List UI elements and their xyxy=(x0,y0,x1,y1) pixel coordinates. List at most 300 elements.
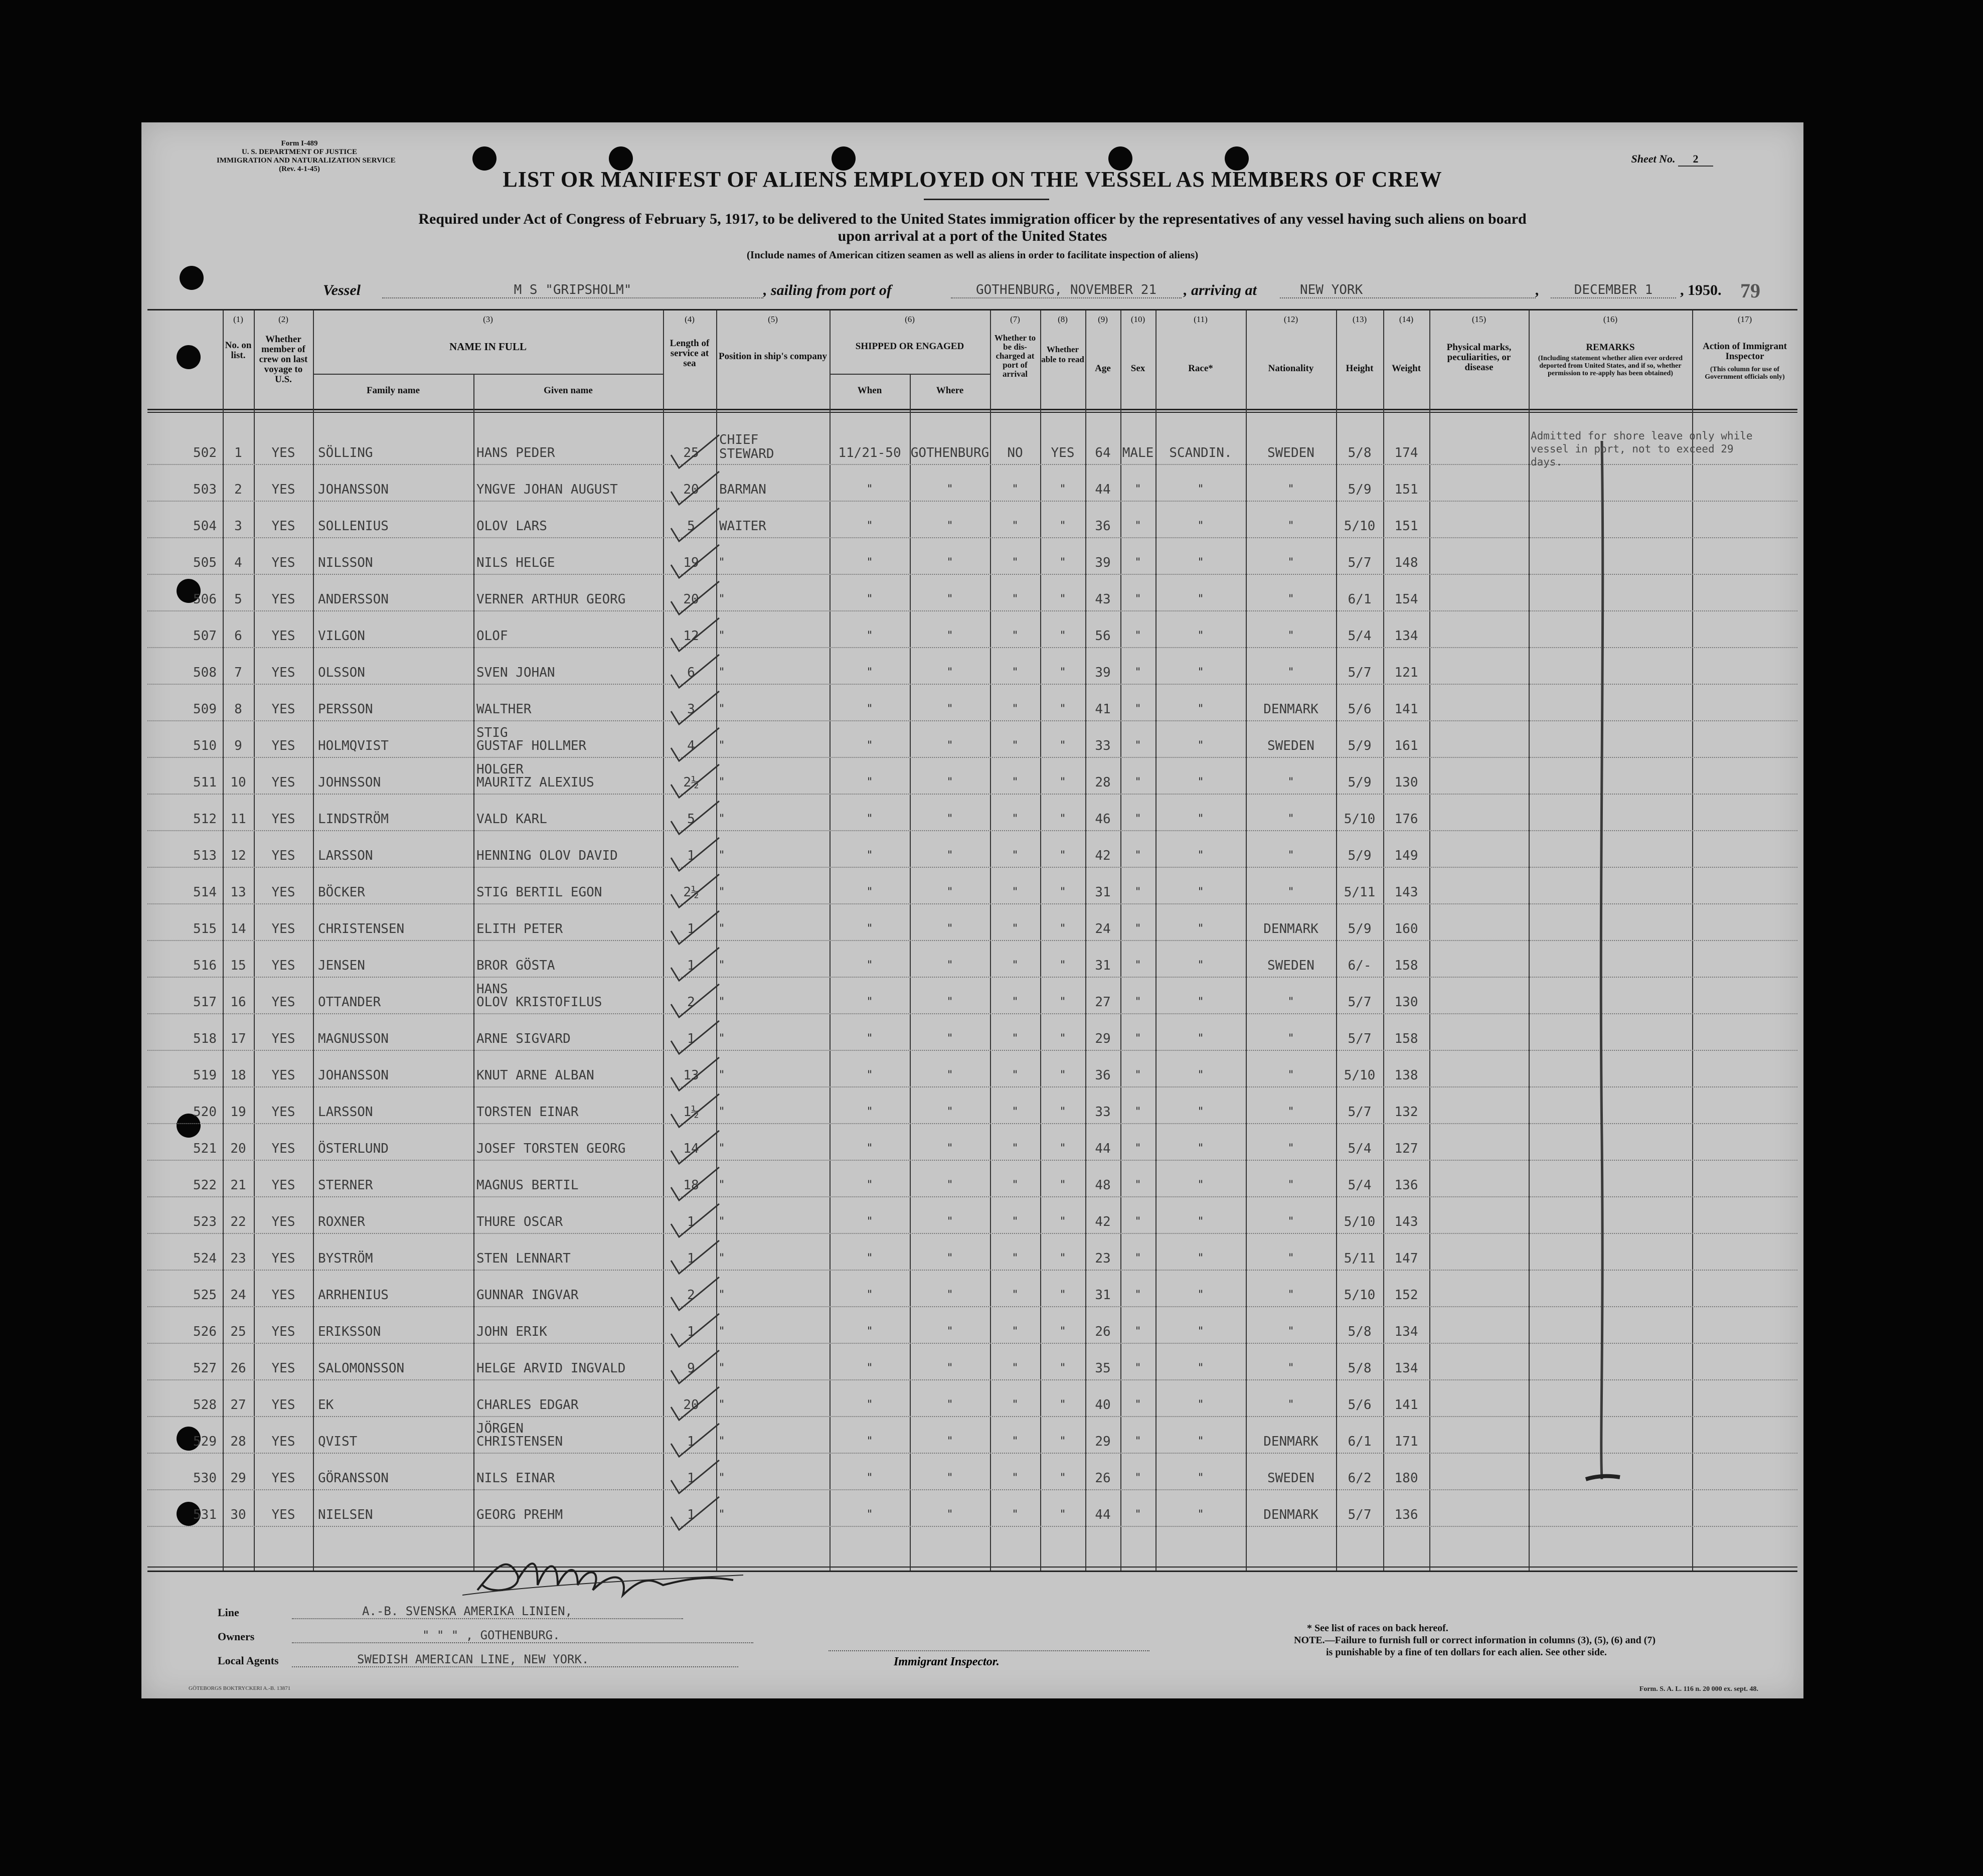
col-read-header: Whether able to read xyxy=(1041,345,1084,364)
vessel-name: M S "GRIPSHOLM" xyxy=(382,282,763,298)
serial-number: 508 xyxy=(193,665,217,680)
col-remarks-header: REMARKS xyxy=(1586,342,1635,353)
check-mark xyxy=(664,1383,724,1423)
height-cell: 5/10 xyxy=(1344,1068,1376,1083)
comma: , xyxy=(1536,282,1540,298)
serial-number: 505 xyxy=(193,555,217,570)
given-name-cell: SVEN JOHAN xyxy=(476,665,555,680)
serial-number: 515 xyxy=(193,921,217,936)
nationality-cell: " xyxy=(1288,849,1294,862)
height-cell: 6/2 xyxy=(1348,1471,1372,1486)
name-subrule xyxy=(313,374,663,375)
row-number: 29 xyxy=(230,1471,246,1486)
where-cell: " xyxy=(947,666,953,679)
serial-number: 521 xyxy=(193,1141,217,1156)
read-cell: " xyxy=(1060,1142,1066,1155)
row-baseline xyxy=(147,977,1797,978)
discharged-cell: " xyxy=(1012,1362,1018,1374)
row-baseline xyxy=(147,501,1797,502)
weight-cell: 147 xyxy=(1394,1251,1418,1266)
discharged-cell: " xyxy=(1012,483,1018,496)
serial-number: 513 xyxy=(193,848,217,863)
read-cell: " xyxy=(1060,593,1066,605)
check-mark xyxy=(664,614,724,654)
last-voyage-cell: YES xyxy=(271,555,295,570)
serial-number: 516 xyxy=(193,958,217,973)
row-baseline xyxy=(147,1160,1797,1161)
family-name-cell: SOLLENIUS xyxy=(318,519,389,534)
given-name-cell: ELITH PETER xyxy=(476,921,563,936)
row-baseline xyxy=(147,1013,1797,1014)
race-cell: " xyxy=(1198,1398,1204,1411)
given-name-cell: NILS EINAR xyxy=(476,1471,555,1486)
service-cell: 1½ xyxy=(683,1105,699,1120)
discharged-cell: NO xyxy=(1007,445,1023,460)
position-cell: " xyxy=(719,1179,725,1191)
read-cell: YES xyxy=(1051,445,1075,460)
age-cell: 44 xyxy=(1095,1507,1111,1522)
read-cell: " xyxy=(1060,1252,1066,1265)
discharged-cell: " xyxy=(1012,666,1018,679)
nationality-cell: " xyxy=(1288,1179,1294,1191)
col-10-number: (10) xyxy=(1130,315,1145,324)
height-cell: 5/10 xyxy=(1344,1214,1376,1229)
family-name-cell: NIELSEN xyxy=(318,1507,373,1522)
when-cell: " xyxy=(867,739,873,752)
col-8-number: (8) xyxy=(1058,315,1068,324)
when-cell: " xyxy=(867,1215,873,1228)
given-name-first-line: HOLGER xyxy=(476,762,524,777)
last-voyage-cell: YES xyxy=(271,519,295,534)
weight-cell: 136 xyxy=(1394,1507,1418,1522)
col-inspector-subheader: (This column for use of Government officials only) xyxy=(1705,366,1785,381)
col-given-header: Given name xyxy=(544,385,593,396)
given-name-cell: STIG BERTIL EGON xyxy=(476,885,602,900)
height-cell: 5/9 xyxy=(1348,848,1372,863)
family-name-cell: JOHANSSON xyxy=(318,482,389,497)
position-cell: " xyxy=(719,1325,725,1338)
check-mark xyxy=(664,907,724,947)
discharged-cell: " xyxy=(1012,996,1018,1008)
col-name-header: NAME IN FULL xyxy=(449,341,527,353)
service-cell: 1 xyxy=(687,958,695,973)
row-baseline xyxy=(147,574,1797,575)
position-cell: WAITER xyxy=(719,519,766,534)
service-cell: 25 xyxy=(683,445,699,460)
last-voyage-cell: YES xyxy=(271,775,295,790)
family-name-cell: LARSSON xyxy=(318,848,373,863)
check-mark xyxy=(664,687,724,727)
age-cell: 43 xyxy=(1095,592,1111,607)
race-cell: " xyxy=(1198,520,1204,532)
row-baseline xyxy=(147,867,1797,868)
row-number: 14 xyxy=(230,921,246,936)
family-name-cell: QVIST xyxy=(318,1434,358,1449)
when-cell: " xyxy=(867,922,873,935)
weight-cell: 151 xyxy=(1394,482,1418,497)
position-cell: " xyxy=(719,959,725,972)
where-cell: " xyxy=(947,1032,953,1045)
last-voyage-cell: YES xyxy=(271,1105,295,1120)
discharged-cell: " xyxy=(1012,1289,1018,1301)
when-cell: " xyxy=(867,1435,873,1448)
serial-number: 523 xyxy=(193,1214,217,1229)
family-name-cell: ROXNER xyxy=(318,1214,365,1229)
position-cell: " xyxy=(719,1472,725,1484)
note-fine: is punishable by a fine of ten dollars for each alien. See other side. xyxy=(1326,1647,1607,1658)
col-height-header: Height xyxy=(1346,363,1374,374)
col-1-number: (1) xyxy=(233,315,243,324)
weight-cell: 134 xyxy=(1394,629,1418,644)
age-cell: 64 xyxy=(1095,445,1111,460)
position-cell: CHIEF STEWARD xyxy=(719,432,774,461)
sex-cell: " xyxy=(1135,1508,1141,1521)
age-cell: 46 xyxy=(1095,812,1111,827)
age-cell: 23 xyxy=(1095,1251,1111,1266)
read-cell: " xyxy=(1060,1435,1066,1448)
weight-cell: 132 xyxy=(1394,1105,1418,1120)
age-cell: 39 xyxy=(1095,555,1111,570)
where-cell: " xyxy=(947,1362,953,1374)
nationality-cell: " xyxy=(1288,666,1294,679)
weight-cell: 121 xyxy=(1394,665,1418,680)
service-cell: 20 xyxy=(683,482,699,497)
when-cell: " xyxy=(867,703,873,715)
serial-number: 509 xyxy=(193,702,217,717)
when-cell: " xyxy=(867,959,873,972)
height-cell: 6/- xyxy=(1348,958,1372,973)
check-mark xyxy=(664,834,724,874)
agents-field xyxy=(292,1652,738,1667)
row-number: 23 xyxy=(230,1251,246,1266)
serial-number: 524 xyxy=(193,1251,217,1266)
check-mark xyxy=(664,1310,724,1350)
manifest-sheet xyxy=(141,122,1803,1698)
when-cell: " xyxy=(867,556,873,569)
where-cell: " xyxy=(947,483,953,496)
col-physical-header: Physical marks, peculiarities, or disease xyxy=(1446,342,1512,373)
col-race-header: Race* xyxy=(1188,363,1213,374)
col-when-header: When xyxy=(857,385,882,396)
race-cell: " xyxy=(1198,959,1204,972)
when-cell: " xyxy=(867,1362,873,1374)
weight-cell: 161 xyxy=(1394,738,1418,753)
weight-cell: 134 xyxy=(1394,1361,1418,1376)
row-number: 25 xyxy=(230,1324,246,1339)
discharged-cell: " xyxy=(1012,593,1018,605)
row-baseline xyxy=(147,1453,1797,1454)
col-nationality-header: Nationality xyxy=(1268,363,1314,374)
serial-number: 511 xyxy=(193,775,217,790)
given-name-cell: JOHN ERIK xyxy=(476,1324,547,1339)
family-name-cell: STERNER xyxy=(318,1178,373,1193)
race-cell: " xyxy=(1198,1179,1204,1191)
weight-cell: 143 xyxy=(1394,1214,1418,1229)
family-name-cell: JOHANSSON xyxy=(318,1068,389,1083)
family-name-cell: BYSTRÖM xyxy=(318,1251,373,1266)
race-cell: " xyxy=(1198,922,1204,935)
arrival-date-field xyxy=(1551,281,1676,298)
race-cell: " xyxy=(1198,776,1204,789)
nationality-cell: " xyxy=(1288,813,1294,825)
col-shipped-header: SHIPPED OR ENGAGED xyxy=(855,341,964,352)
form-identifier: Form I-489 U. S. DEPARTMENT OF JUSTICE IMMIGRATION AND NATURALIZATION SERVICE (Rev. 4-1-45) xyxy=(217,139,396,173)
header-rule xyxy=(147,409,1797,410)
subtitle-arrival: upon arrival at a port of the United States xyxy=(838,228,1107,244)
where-cell: " xyxy=(947,959,953,972)
sex-cell: " xyxy=(1135,1289,1141,1301)
weight-cell: 160 xyxy=(1394,921,1418,936)
where-cell: " xyxy=(947,556,953,569)
row-number: 17 xyxy=(230,1031,246,1046)
read-cell: " xyxy=(1060,1106,1066,1118)
last-voyage-cell: YES xyxy=(271,1397,295,1413)
sailing-field xyxy=(951,281,1182,298)
sex-cell: " xyxy=(1135,886,1141,898)
when-cell: " xyxy=(867,849,873,862)
height-cell: 5/11 xyxy=(1344,885,1376,900)
col-4-number: (4) xyxy=(685,315,695,324)
read-cell: " xyxy=(1060,1508,1066,1521)
race-cell: " xyxy=(1198,1032,1204,1045)
sex-cell: " xyxy=(1135,703,1141,715)
position-cell: " xyxy=(719,849,725,862)
row-baseline xyxy=(147,1086,1797,1087)
col-9-number: (9) xyxy=(1098,315,1108,324)
service-cell: 1 xyxy=(687,1324,695,1339)
row-baseline xyxy=(147,1306,1797,1307)
nationality-cell: DENMARK xyxy=(1263,1434,1318,1449)
check-mark xyxy=(664,980,724,1020)
position-cell: " xyxy=(719,996,725,1008)
nationality-cell: SWEDEN xyxy=(1267,445,1314,460)
line-field xyxy=(292,1604,683,1619)
nationality-cell: " xyxy=(1288,1252,1294,1265)
family-name-cell: ARRHENIUS xyxy=(318,1288,389,1303)
last-voyage-cell: YES xyxy=(271,1214,295,1229)
given-name-cell: TORSTEN EINAR xyxy=(476,1105,579,1120)
row-number: 22 xyxy=(230,1214,246,1229)
last-voyage-cell: YES xyxy=(271,958,295,973)
sailing-port: GOTHENBURG, NOVEMBER 21 xyxy=(951,282,1182,298)
age-cell: 44 xyxy=(1095,482,1111,497)
row-baseline xyxy=(147,1379,1797,1380)
when-cell: " xyxy=(867,1472,873,1484)
height-cell: 5/10 xyxy=(1344,1288,1376,1303)
discharged-cell: " xyxy=(1012,1472,1018,1484)
sex-cell: " xyxy=(1135,483,1141,496)
read-cell: " xyxy=(1060,666,1066,679)
age-cell: 42 xyxy=(1095,1214,1111,1229)
discharged-cell: " xyxy=(1012,886,1018,898)
discharged-cell: " xyxy=(1012,1142,1018,1155)
when-cell: " xyxy=(867,1289,873,1301)
last-voyage-cell: YES xyxy=(271,885,295,900)
serial-number: 510 xyxy=(193,738,217,753)
when-cell: " xyxy=(867,1398,873,1411)
service-cell: 2½ xyxy=(683,885,699,900)
position-cell: " xyxy=(719,1032,725,1045)
position-cell: BARMAN xyxy=(719,482,766,497)
serial-number: 519 xyxy=(193,1068,217,1083)
service-cell: 5 xyxy=(687,519,695,534)
col-age-header: Age xyxy=(1095,363,1111,374)
service-cell: 5 xyxy=(687,812,695,827)
check-mark xyxy=(664,1163,724,1203)
when-cell: " xyxy=(867,776,873,789)
page-stamp: 79 xyxy=(1740,279,1760,302)
nationality-cell: " xyxy=(1288,483,1294,496)
family-name-cell: NILSSON xyxy=(318,555,373,570)
signature xyxy=(462,1545,743,1610)
check-mark xyxy=(664,944,724,984)
service-cell: 1 xyxy=(687,1434,695,1449)
check-mark xyxy=(664,541,724,581)
serial-number: 525 xyxy=(193,1288,217,1303)
row-number: 9 xyxy=(234,738,242,753)
last-voyage-cell: YES xyxy=(271,665,295,680)
check-mark xyxy=(664,724,724,764)
discharged-cell: " xyxy=(1012,1508,1018,1521)
arrival-date: DECEMBER 1 xyxy=(1551,282,1676,298)
discharged-cell: " xyxy=(1012,1069,1018,1081)
read-cell: " xyxy=(1060,996,1066,1008)
height-cell: 5/6 xyxy=(1348,1397,1372,1413)
height-cell: 5/4 xyxy=(1348,629,1372,644)
age-cell: 36 xyxy=(1095,519,1111,534)
year: , 1950. xyxy=(1680,282,1722,298)
row-number: 18 xyxy=(230,1068,246,1083)
discharged-cell: " xyxy=(1012,1106,1018,1118)
weight-cell: 141 xyxy=(1394,702,1418,717)
col-12-number: (12) xyxy=(1283,315,1298,324)
row-baseline xyxy=(147,537,1797,538)
age-cell: 44 xyxy=(1095,1141,1111,1156)
nationality-cell: " xyxy=(1288,776,1294,789)
col-weight-header: Weight xyxy=(1391,363,1421,374)
last-voyage-cell: YES xyxy=(271,848,295,863)
read-cell: " xyxy=(1060,556,1066,569)
race-cell: " xyxy=(1198,849,1204,862)
age-cell: 31 xyxy=(1095,958,1111,973)
where-cell: " xyxy=(947,1289,953,1301)
last-voyage-cell: YES xyxy=(271,445,295,460)
race-cell: " xyxy=(1198,1362,1204,1374)
last-voyage-cell: YES xyxy=(271,1068,295,1083)
given-name-cell: KNUT ARNE ALBAN xyxy=(476,1068,594,1083)
where-cell: " xyxy=(947,1142,953,1155)
serial-number: 507 xyxy=(193,629,217,644)
service-cell: 1 xyxy=(687,848,695,863)
row-number: 28 xyxy=(230,1434,246,1449)
check-mark xyxy=(664,1090,724,1130)
read-cell: " xyxy=(1060,1472,1066,1484)
nationality-cell: " xyxy=(1288,1032,1294,1045)
row-number: 7 xyxy=(234,665,242,680)
serial-number: 514 xyxy=(193,885,217,900)
read-cell: " xyxy=(1060,886,1066,898)
nationality-cell: " xyxy=(1288,1325,1294,1338)
service-cell: 2 xyxy=(687,1288,695,1303)
race-cell: " xyxy=(1198,1289,1204,1301)
height-cell: 5/8 xyxy=(1348,1361,1372,1376)
footer-note xyxy=(1294,1622,1656,1658)
age-cell: 48 xyxy=(1095,1178,1111,1193)
col-inspector-header: Action of Immigrant Inspector xyxy=(1703,341,1787,362)
height-cell: 5/4 xyxy=(1348,1178,1372,1193)
serial-number: 506 xyxy=(193,592,217,607)
col-divider xyxy=(473,374,474,1571)
owners-name: " " " , GOTHENBURG. xyxy=(292,1628,753,1643)
col-6-number: (6) xyxy=(905,315,915,324)
serial-number: 529 xyxy=(193,1434,217,1449)
family-name-cell: VILGON xyxy=(318,629,365,644)
serial-number: 520 xyxy=(193,1105,217,1120)
race-cell: SCANDIN. xyxy=(1169,445,1232,460)
height-cell: 5/10 xyxy=(1344,812,1376,827)
position-cell: " xyxy=(719,813,725,825)
row-number: 26 xyxy=(230,1361,246,1376)
weight-cell: 152 xyxy=(1394,1288,1418,1303)
service-cell: 1 xyxy=(687,921,695,936)
sex-cell: " xyxy=(1135,1398,1141,1411)
subtitle-act: Required under Act of Congress of February 5, 1917, to be delivered to the United States immigration officer by the representatives of any vessel having such aliens on board xyxy=(418,211,1527,227)
col-17-number: (17) xyxy=(1737,315,1752,324)
age-cell: 31 xyxy=(1095,1288,1111,1303)
inspector-signature-line xyxy=(829,1650,1149,1651)
check-mark xyxy=(664,467,724,508)
last-voyage-cell: YES xyxy=(271,1141,295,1156)
sex-cell: " xyxy=(1135,630,1141,642)
punch-hole xyxy=(180,266,204,290)
when-cell: " xyxy=(867,1179,873,1191)
nationality-cell: " xyxy=(1288,1215,1294,1228)
family-name-cell: PERSSON xyxy=(318,702,373,717)
when-cell: " xyxy=(867,1252,873,1265)
service-cell: 20 xyxy=(683,1397,699,1413)
given-name-cell: OLOF xyxy=(476,629,508,644)
age-cell: 28 xyxy=(1095,775,1111,790)
check-mark xyxy=(664,870,724,910)
nationality-cell: " xyxy=(1288,520,1294,532)
row-number: 24 xyxy=(230,1288,246,1303)
race-cell: " xyxy=(1198,593,1204,605)
discharged-cell: " xyxy=(1012,813,1018,825)
height-cell: 5/7 xyxy=(1348,1105,1372,1120)
weight-cell: 130 xyxy=(1394,995,1418,1010)
service-cell: 6 xyxy=(687,665,695,680)
note-races: * See list of races on back hereof. xyxy=(1307,1623,1448,1634)
serial-number: 527 xyxy=(193,1361,217,1376)
where-cell: " xyxy=(947,1398,953,1411)
when-cell: " xyxy=(867,630,873,642)
sex-cell: " xyxy=(1135,776,1141,789)
when-cell: " xyxy=(867,593,873,605)
where-cell: " xyxy=(947,520,953,532)
sex-cell: " xyxy=(1135,849,1141,862)
read-cell: " xyxy=(1060,1362,1066,1374)
when-cell: " xyxy=(867,1106,873,1118)
given-name-cell: THURE OSCAR xyxy=(476,1214,563,1229)
position-cell: " xyxy=(719,630,725,642)
height-cell: 5/9 xyxy=(1348,775,1372,790)
check-mark xyxy=(664,1273,724,1313)
given-name-cell: CHARLES EDGAR xyxy=(476,1397,579,1413)
when-cell: " xyxy=(867,1325,873,1338)
read-cell: " xyxy=(1060,849,1066,862)
given-name-cell: VERNER ARTHUR GEORG xyxy=(476,592,626,607)
read-cell: " xyxy=(1060,1069,1066,1081)
